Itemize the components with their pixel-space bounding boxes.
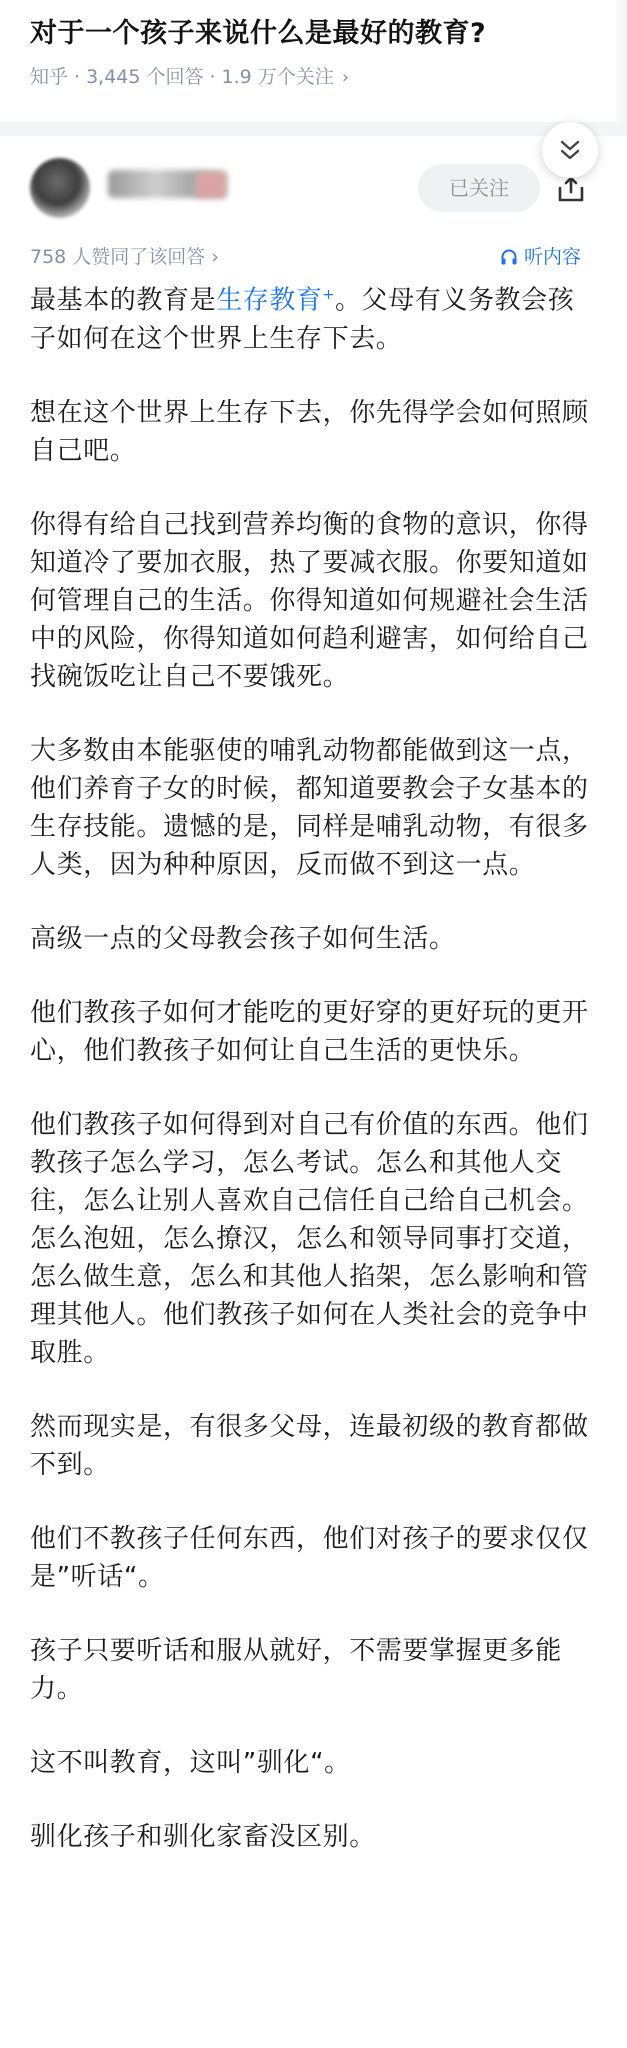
paragraph-10: 孩子只要听话和服从就好，不需要掌握更多能力。: [30, 1635, 563, 1704]
keyword-link[interactable]: 生存教育: [216, 285, 323, 316]
stats-row: [0, 236, 627, 276]
author-row: [0, 136, 627, 236]
answer-count[interactable]: 3,445 个回答: [86, 66, 204, 88]
answer-content: [30, 276, 595, 1892]
question-title[interactable]: 对于一个孩子来说什么是最好的教育?: [30, 18, 487, 49]
question-header: [0, 0, 627, 122]
paragraph-7: 他们教孩子如何得到对自己有价值的东西。他们教孩子怎么学习，怎么考试。怎么和其他人交往，怎么让别人喜欢自己信任自己给自己机会。怎么泡妞，怎么撩汉，怎么和领导同事打交道，怎么做生意，怎么和其他人掐架，怎么影响和管理其他人。他们教孩子如何在人类社会的竞争中取胜。: [30, 1109, 589, 1368]
vote-count[interactable]: 758 人赞同了该回答 ›: [30, 246, 219, 268]
paragraph-11: 这不叫教育，这叫”驯化“。: [30, 1747, 351, 1778]
listen-label: 听内容: [524, 246, 582, 268]
author-badge-blurred: [196, 172, 226, 198]
keyword-link-marker: +: [322, 287, 335, 303]
paragraph-12: 驯化孩子和驯化家畜没区别。: [30, 1821, 376, 1852]
paragraph-5: 高级一点的父母教会孩子如何生活。: [30, 923, 456, 954]
page-edge-shadow: [613, 0, 627, 122]
double-chevron-down-icon: [558, 136, 582, 164]
headphones-icon: [500, 248, 518, 271]
p1-text-start: 最基本的教育是: [30, 285, 217, 316]
meta-separator: ·: [209, 66, 216, 88]
p1-text-end: 。父母有义务教会孩子如何在这个世界上生存下去。: [30, 285, 575, 354]
chevron-right-icon[interactable]: ›: [341, 67, 350, 88]
share-icon[interactable]: [556, 174, 586, 204]
paragraph-9: 他们不教孩子任何东西，他们对孩子的要求仅仅是”听话“。: [30, 1523, 589, 1592]
paragraph-2: 想在这个世界上生存下去，你先得学会如何照顾自己吧。: [30, 397, 589, 466]
paragraph-8: 然而现实是，有很多父母，连最初级的教育都做不到。: [30, 1411, 589, 1480]
paragraph-1: [30, 276, 595, 358]
collapse-button[interactable]: [542, 122, 598, 178]
meta-separator: ·: [74, 66, 81, 88]
listen-button[interactable]: [500, 242, 581, 271]
avatar[interactable]: [30, 158, 90, 218]
paragraph-3: 你得有给自己找到营养均衡的食物的意识，你得知道冷了要加衣服，热了要减衣服。你要知道如何管理自己的生活。你得知道如何规避社会生活中的风险，你得知道如何趋利避害，如何给自己找碗饭吃让自己不要饿死。: [30, 509, 589, 692]
question-meta: [30, 64, 349, 91]
follower-count[interactable]: 1.9 万个关注: [221, 66, 334, 88]
paragraph-6: 他们教孩子如何才能吃的更好穿的更好玩的更开心，他们教孩子如何让自己生活的更快乐。: [30, 997, 589, 1066]
paragraph-4: 大多数由本能驱使的哺乳动物都能做到这一点，他们养育子女的时候，都知道要教会子女基本的生存技能。遗憾的是，同样是哺乳动物，有很多人类，因为种种原因，反而做不到这一点。: [30, 735, 589, 880]
follow-button[interactable]: 已关注: [418, 164, 540, 212]
source-label: 知乎: [30, 66, 69, 88]
section-divider: [0, 122, 627, 136]
